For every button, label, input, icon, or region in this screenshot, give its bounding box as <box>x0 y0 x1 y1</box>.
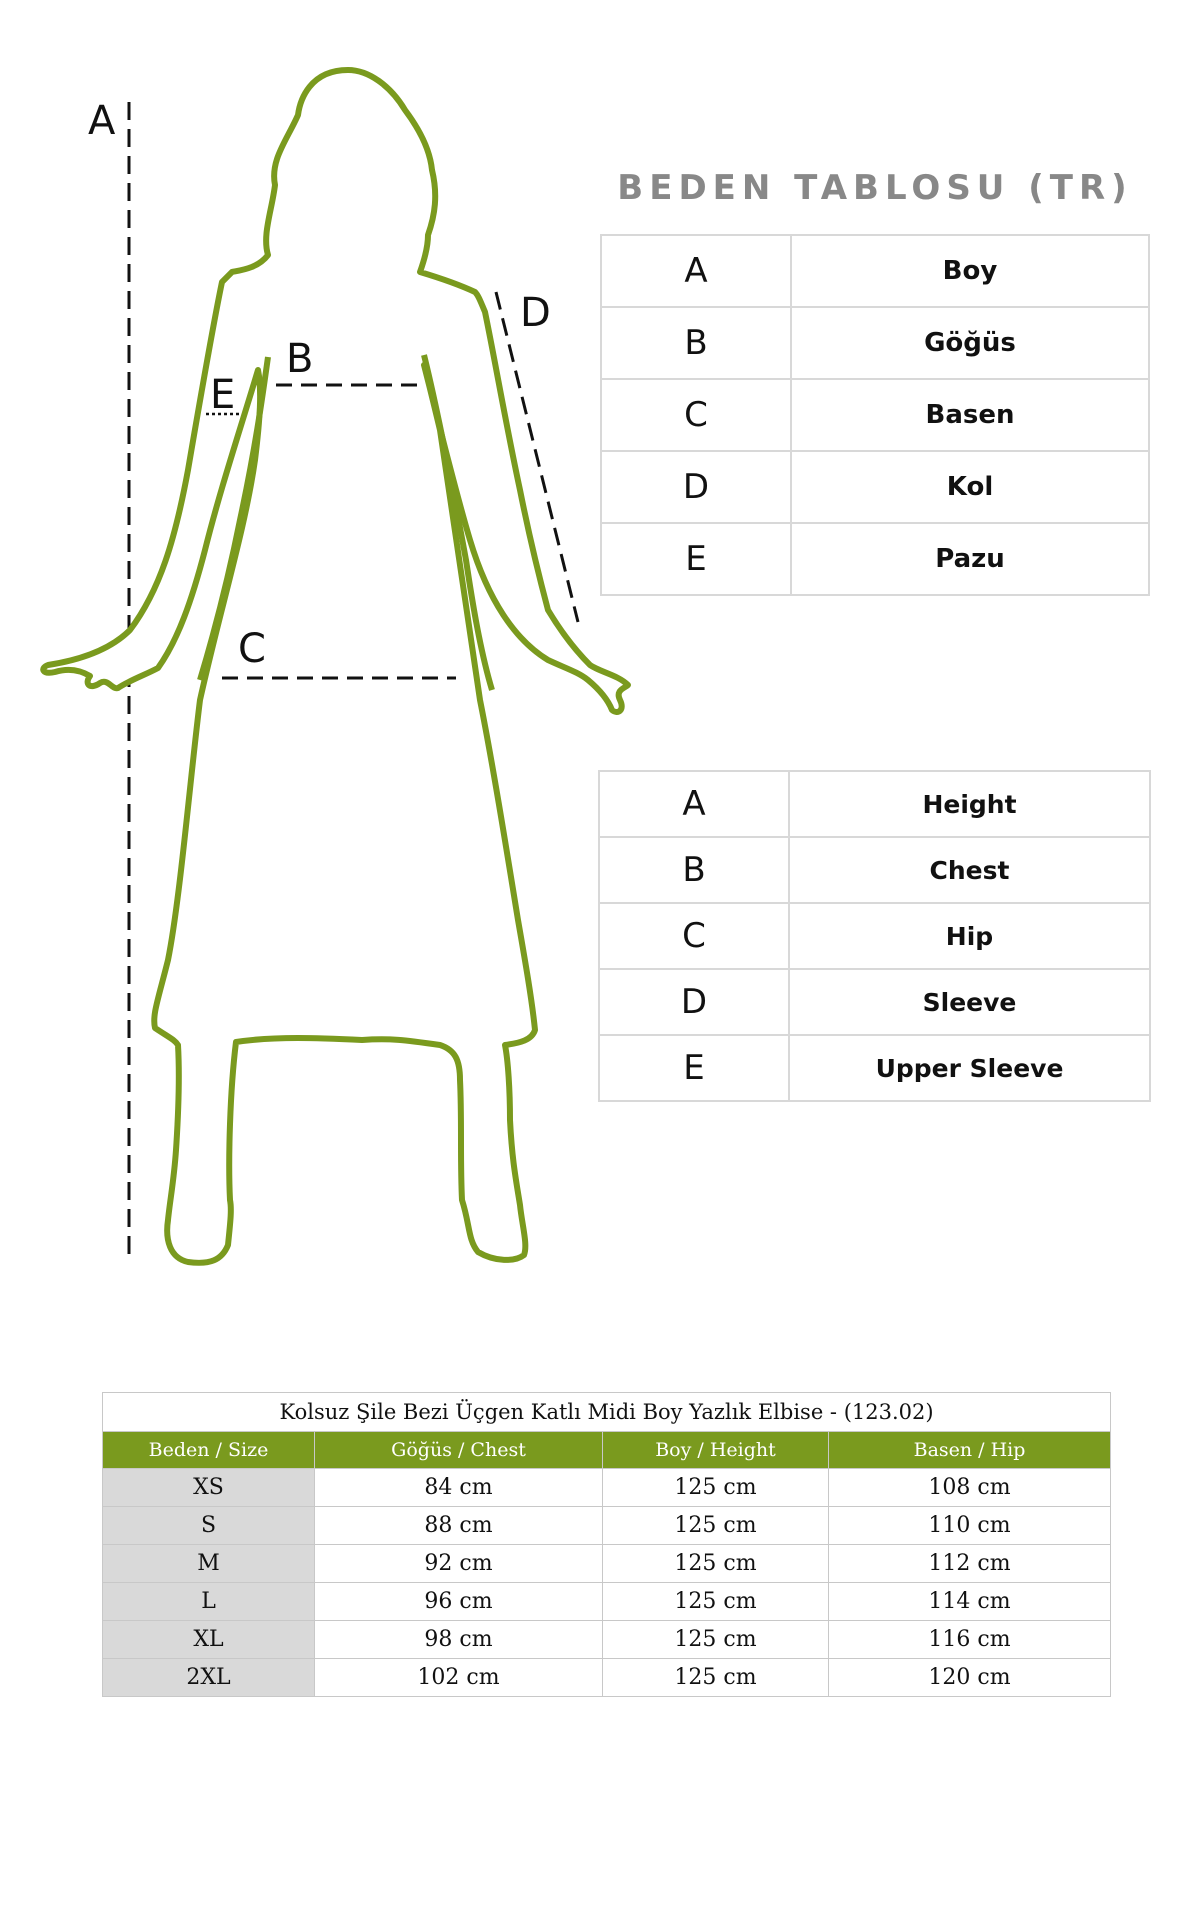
legend-key: D <box>599 969 789 1035</box>
legend-value: Chest <box>789 837 1150 903</box>
legend-key: E <box>601 523 791 595</box>
legend-value: Hip <box>789 903 1150 969</box>
legend-key: C <box>599 903 789 969</box>
hip-cell: 120 cm <box>829 1659 1111 1697</box>
size-cell: XS <box>103 1469 315 1507</box>
hip-cell: 110 cm <box>829 1507 1111 1545</box>
legend-value: Boy <box>791 235 1149 307</box>
legend-row <box>601 379 1149 451</box>
size-chart-title: BEDEN TABLOSU (TR) <box>617 168 1133 208</box>
legend-row <box>601 235 1149 307</box>
table-row <box>103 1469 1111 1507</box>
legend-key: B <box>601 307 791 379</box>
legend-row <box>601 451 1149 523</box>
legend-value: Basen <box>791 379 1149 451</box>
dress-silhouette-figure <box>0 0 640 1280</box>
legend-key: E <box>599 1035 789 1101</box>
height-cell: 125 cm <box>603 1621 829 1659</box>
chest-cell: 98 cm <box>315 1621 603 1659</box>
size-cell: 2XL <box>103 1659 315 1697</box>
column-header-chest: Göğüs / Chest <box>315 1432 603 1469</box>
size-table <box>102 1392 1111 1697</box>
column-header-height: Boy / Height <box>603 1432 829 1469</box>
legend-value: Göğüs <box>791 307 1149 379</box>
hip-cell: 114 cm <box>829 1583 1111 1621</box>
measurement-legend-tr <box>600 234 1150 596</box>
size-table-header-row <box>103 1432 1111 1469</box>
legend-key: A <box>601 235 791 307</box>
legend-value: Height <box>789 771 1150 837</box>
legend-value: Sleeve <box>789 969 1150 1035</box>
hip-cell: 108 cm <box>829 1469 1111 1507</box>
height-cell: 125 cm <box>603 1583 829 1621</box>
legend-value: Upper Sleeve <box>789 1035 1150 1101</box>
chest-cell: 92 cm <box>315 1545 603 1583</box>
chest-cell: 102 cm <box>315 1659 603 1697</box>
table-row <box>103 1659 1111 1697</box>
legend-row <box>599 837 1150 903</box>
legend-row <box>599 771 1150 837</box>
legend-key: B <box>599 837 789 903</box>
table-row <box>103 1507 1111 1545</box>
size-cell: M <box>103 1545 315 1583</box>
hip-cell: 116 cm <box>829 1621 1111 1659</box>
legend-key: A <box>599 771 789 837</box>
legend-row <box>601 307 1149 379</box>
column-header-size: Beden / Size <box>103 1432 315 1469</box>
legend-row <box>599 903 1150 969</box>
size-cell: XL <box>103 1621 315 1659</box>
label-b: B <box>286 336 314 382</box>
silhouette-outline <box>43 70 628 1263</box>
chest-cell: 84 cm <box>315 1469 603 1507</box>
hip-cell: 112 cm <box>829 1545 1111 1583</box>
column-header-hip: Basen / Hip <box>829 1432 1111 1469</box>
label-c: C <box>238 626 266 672</box>
legend-value: Pazu <box>791 523 1149 595</box>
legend-key: D <box>601 451 791 523</box>
legend-row <box>599 1035 1150 1101</box>
label-a: A <box>88 98 116 144</box>
chest-cell: 88 cm <box>315 1507 603 1545</box>
legend-value: Kol <box>791 451 1149 523</box>
height-cell: 125 cm <box>603 1659 829 1697</box>
measurement-legend-en <box>598 770 1151 1102</box>
chest-cell: 96 cm <box>315 1583 603 1621</box>
size-cell: S <box>103 1507 315 1545</box>
label-d: D <box>520 290 551 336</box>
height-cell: 125 cm <box>603 1469 829 1507</box>
legend-row <box>599 969 1150 1035</box>
label-e: E <box>210 372 236 418</box>
height-cell: 125 cm <box>603 1545 829 1583</box>
legend-row <box>601 523 1149 595</box>
legend-key: C <box>601 379 791 451</box>
table-row <box>103 1621 1111 1659</box>
height-cell: 125 cm <box>603 1507 829 1545</box>
size-cell: L <box>103 1583 315 1621</box>
table-row <box>103 1545 1111 1583</box>
size-table-caption: Kolsuz Şile Bezi Üçgen Katlı Midi Boy Yazlık Elbise - (123.02) <box>103 1393 1111 1432</box>
table-row <box>103 1583 1111 1621</box>
